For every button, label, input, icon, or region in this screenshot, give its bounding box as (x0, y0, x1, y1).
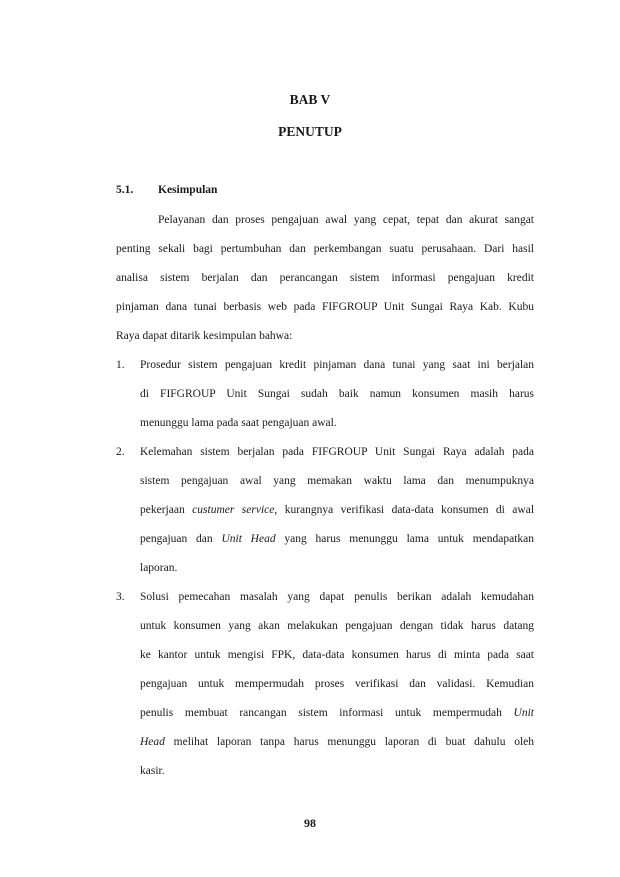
list-item-line: menunggu lama pada saat pengajuan awal. (140, 417, 337, 429)
list-item-line: untuk konsumen yang akan melakukan pengajuan dengan tidak harus datang (140, 620, 534, 632)
italic-term: Unit Head (221, 533, 276, 545)
list-item-line: laporan. (140, 562, 178, 574)
chapter-heading: BAB V (289, 92, 331, 107)
list-item-line: pengajuan dan Unit Head yang harus menunggu lama untuk mendapatkan (140, 533, 535, 545)
section-number: 5.1. (116, 184, 134, 196)
intro-line: analisa sistem berjalan dan perancangan sistem informasi pengajuan kredit (116, 272, 534, 284)
intro-line: Pelayanan dan proses pengajuan awal yang cepat, tepat dan akurat sangat (158, 214, 534, 226)
list-item-line: kasir. (140, 765, 165, 777)
italic-term: Head (140, 736, 165, 748)
list-item-line: penulis membuat rancangan sistem informasi untuk mempermudah Unit (140, 707, 534, 719)
list-item-line: Kelemahan sistem berjalan pada FIFGROUP Unit Sungai Raya adalah pada (140, 446, 534, 458)
list-number: 3. (116, 591, 125, 603)
italic-term: custumer service (192, 504, 275, 516)
list-item-line: sistem pengajuan awal yang memakan waktu lama dan menumpuknya (140, 475, 534, 487)
list-item-line: Prosedur sistem pengajuan kredit pinjaman dana tunai yang saat ini berjalan (140, 359, 534, 371)
list-item-line: pekerjaan custumer service, kurangnya verifikasi data-data konsumen di awal (140, 504, 535, 516)
list-number: 2. (116, 446, 125, 458)
list-item-line: Head melihat laporan tanpa harus menunggu laporan di buat dahulu oleh (140, 736, 534, 748)
chapter-title: PENUTUP (278, 124, 342, 139)
list-number: 1. (116, 359, 125, 371)
intro-line: penting sekali bagi pertumbuhan dan perkembangan suatu perusahaan. Dari hasil (116, 243, 534, 255)
section-title: Kesimpulan (158, 184, 218, 196)
italic-term: Unit (513, 707, 534, 719)
list-item-line: Solusi pemecahan masalah yang dapat penulis berikan adalah kemudahan (140, 591, 534, 603)
list-item-line: pengajuan untuk mempermudah proses verifikasi dan validasi. Kemudian (140, 678, 534, 690)
page-number: 98 (304, 816, 316, 830)
intro-line: pinjaman dana tunai berbasis web pada FIFGROUP Unit Sungai Raya Kab. Kubu (116, 301, 534, 313)
list-item-line: ke kantor untuk mengisi FPK, data-data konsumen harus di minta pada saat (140, 649, 534, 661)
list-item-line: di FIFGROUP Unit Sungai sudah baik namun konsumen masih harus (140, 388, 534, 400)
intro-line: Raya dapat ditarik kesimpulan bahwa: (116, 330, 293, 342)
